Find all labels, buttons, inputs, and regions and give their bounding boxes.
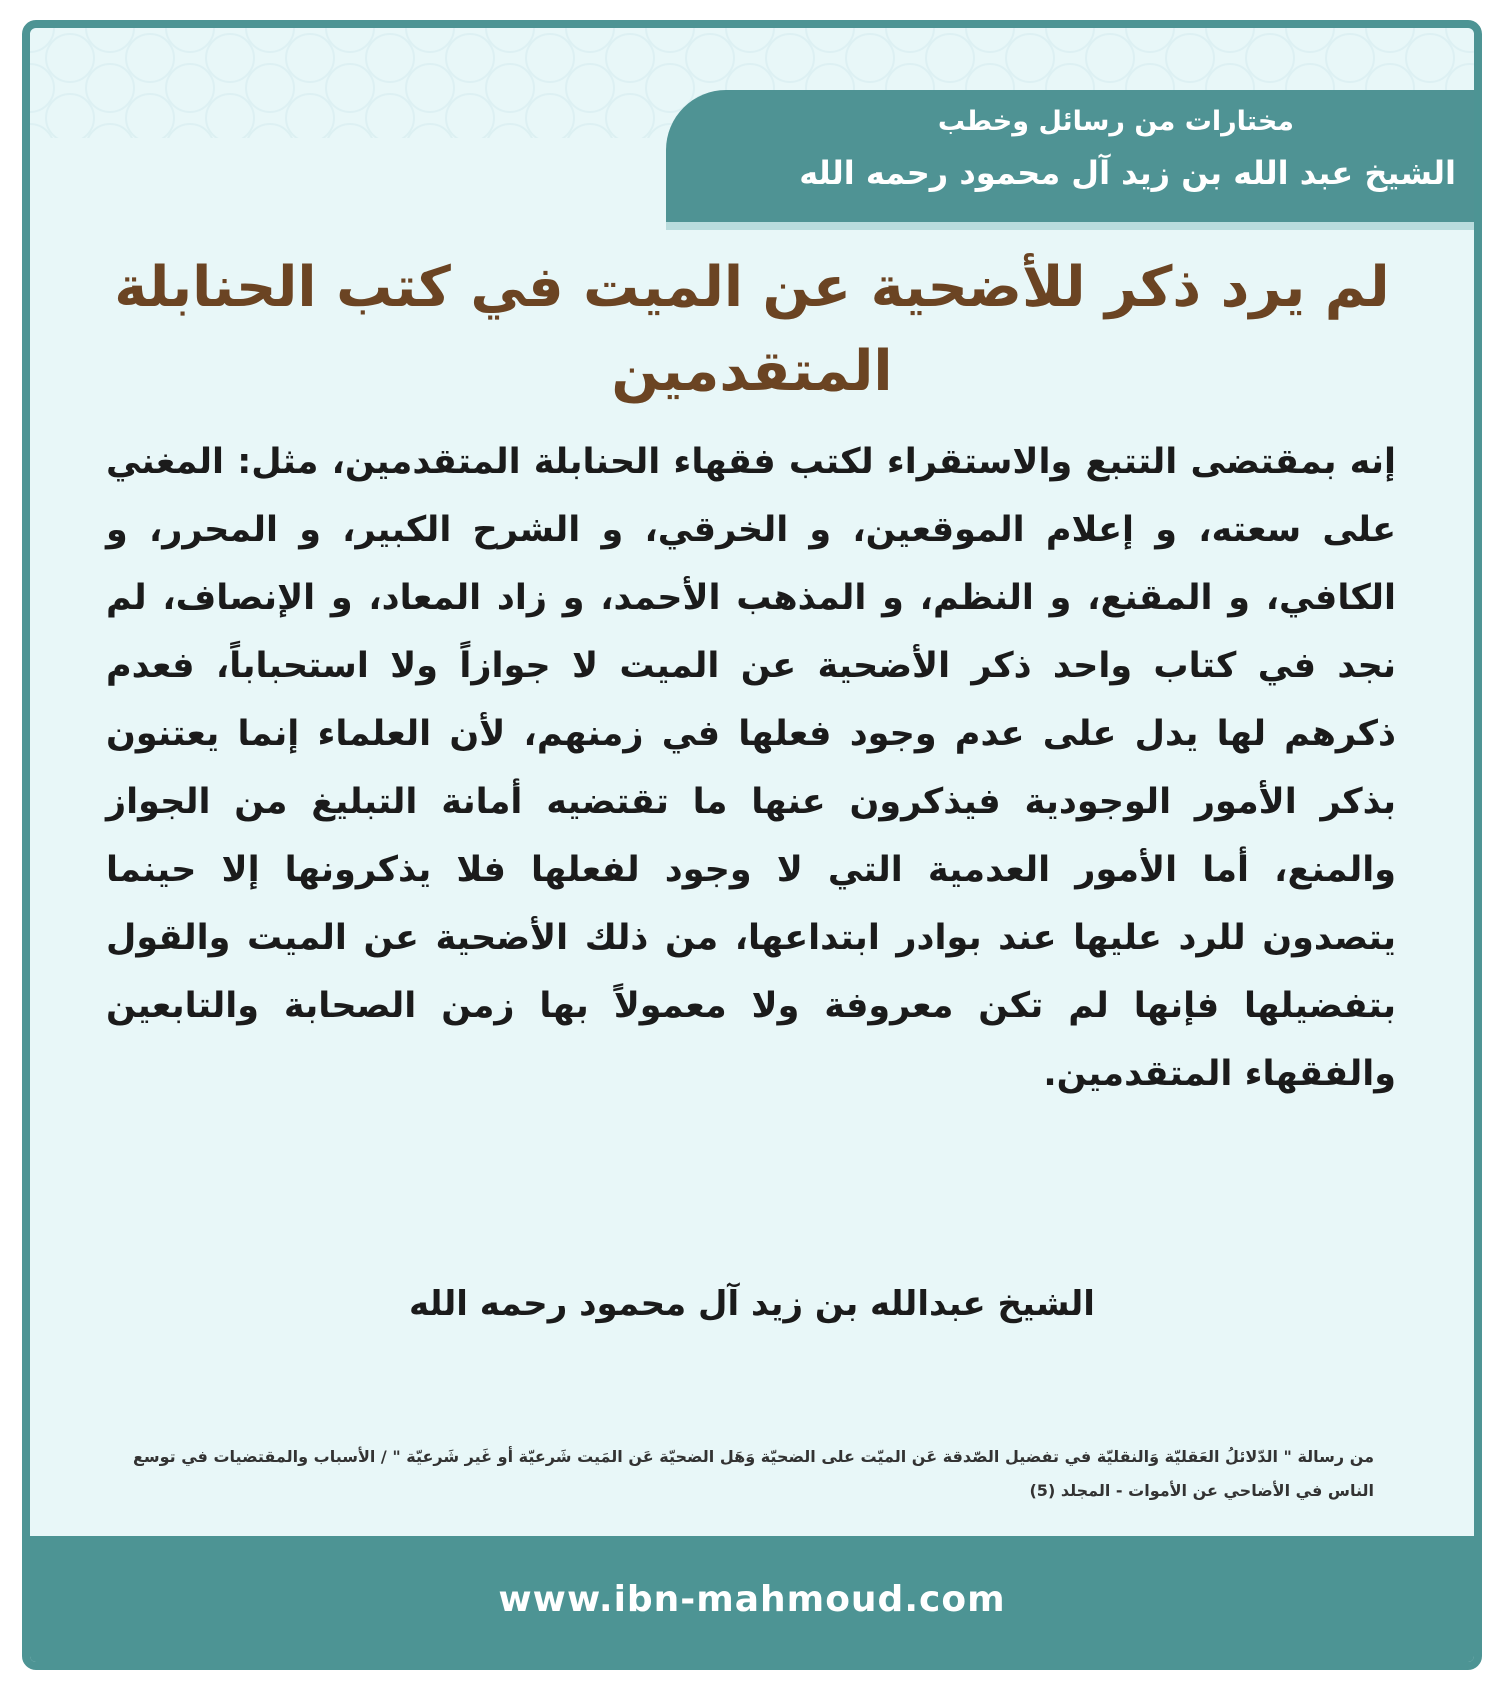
footer-bar: [30, 1536, 1474, 1662]
header-series-title: مختارات من رسائل وخطب: [937, 106, 1294, 137]
article-body: إنه بمقتضى التتبع والاستقراء لكتب فقهاء الحنابلة المتقدمين، مثل: المغني على سعته، و إعلام الموقعين، و الخرقي، و الشرح الكبير، و المحرر، و الكافي، و المقنع، و النظم، و المذهب الأحمد، و زاد المعاد، و الإنصاف، لم نجد في كتاب واحد ذكر الأضحية عن الميت لا جوازاً ولا استحباباً، فعدم ذكرهم لها يدل على عدم وجود فعلها في زمنهم، لأن العلماء إنما يعتنون بذكر الأمور الوجودية فيذكرون عنها ما تقتضيه أمانة التبليغ من الجواز والمنع، أما الأمور العدمية التي لا وجود لفعلها فلا يذكرونها إلا حينما يتصدون للرد عليها عند بوادر ابتداعها، من ذلك الأضحية عن الميت والقول بتفضيلها فإنها لم تكن معروفة ولا معمولاً بها زمن الصحابة والتابعين والفقهاء المتقدمين.: [106, 442, 1396, 1094]
header-author-name: الشيخ عبد الله بن زيد آل محمود رحمه الله: [799, 154, 1456, 192]
author-signature: الشيخ عبدالله بن زيد آل محمود رحمه الله: [409, 1284, 1095, 1324]
website-link[interactable]: www.ibn-mahmoud.com: [498, 1578, 1006, 1620]
article-title: لم يرد ذكر للأضحية عن الميت في كتب الحنابلة المتقدمين: [114, 255, 1390, 404]
header-banner: [666, 90, 1474, 222]
source-citation: من رسالة " الدّلائلُ العَقليّة وَالنقليّة في تفضيل الصّدقة عَن الميّت على الضحيّة وَهَل الضحيّة عَن المَيت شَرعيّة أو غَير شَرعيّة " / الأسباب والمقتضيات في توسع الناس في الأضاحي عن الأموات - المجلد (5): [132, 1447, 1374, 1500]
page-frame: [22, 20, 1482, 1670]
